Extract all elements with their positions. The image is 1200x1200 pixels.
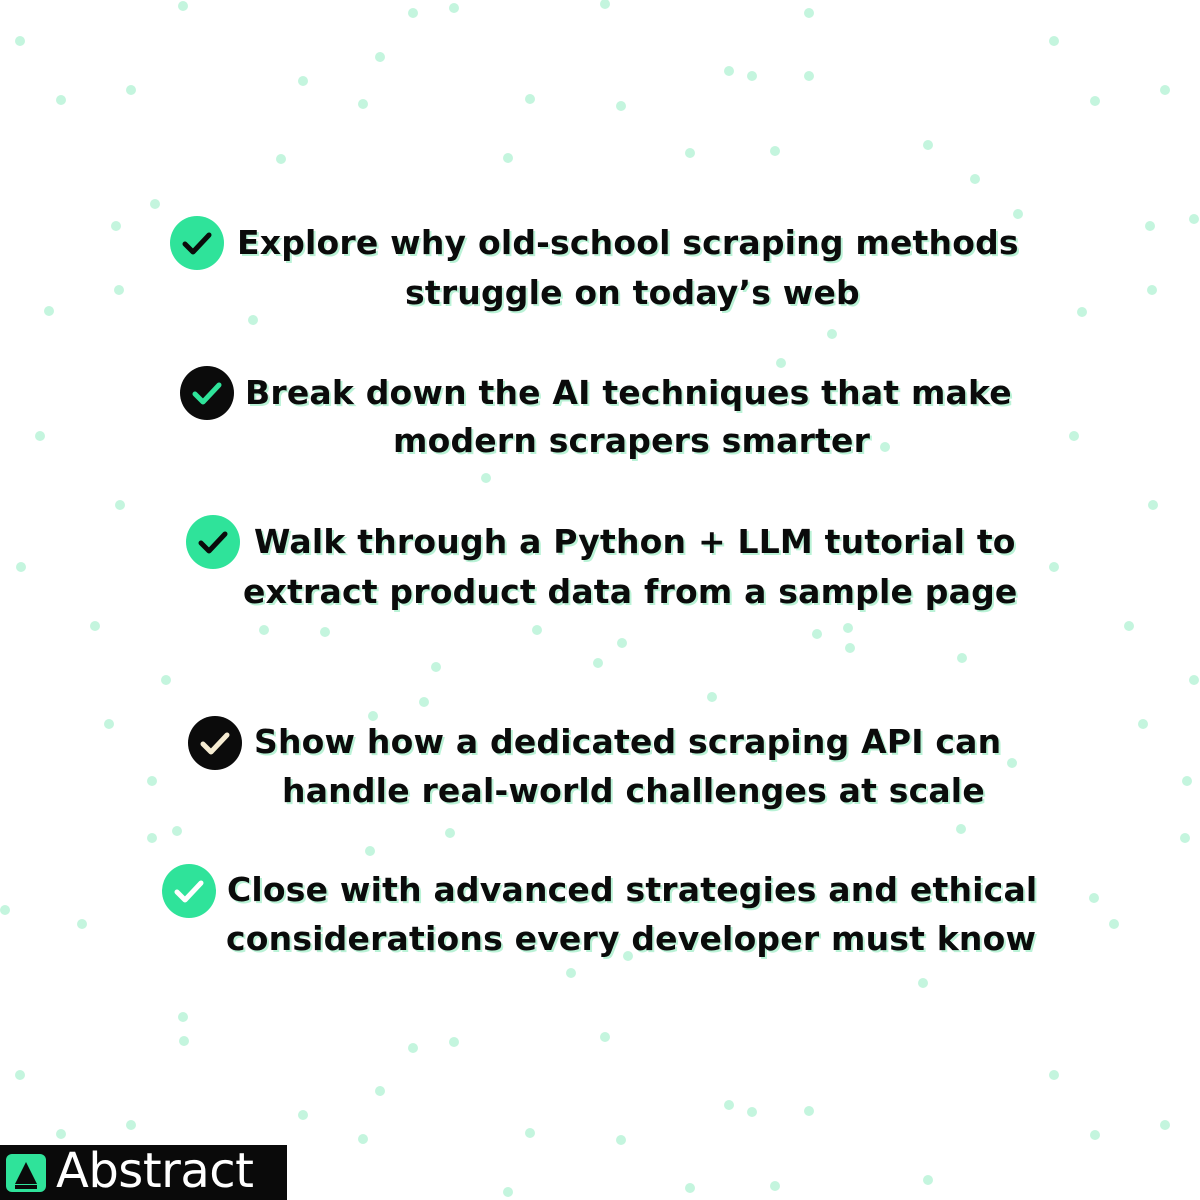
background-dot — [16, 562, 26, 572]
background-dot — [503, 153, 513, 163]
background-dot — [770, 1181, 780, 1191]
background-dot — [804, 71, 814, 81]
background-dot — [259, 625, 269, 635]
background-dot — [1145, 221, 1155, 231]
background-dot — [770, 146, 780, 156]
background-dot — [776, 358, 786, 368]
background-dot — [1148, 500, 1158, 510]
background-dot — [616, 1135, 626, 1145]
background-dot — [56, 1129, 66, 1139]
background-dot — [923, 140, 933, 150]
background-dot — [525, 1128, 535, 1138]
background-dot — [365, 846, 375, 856]
background-dot — [115, 500, 125, 510]
background-dot — [724, 66, 734, 76]
background-dot — [532, 625, 542, 635]
background-dot — [1182, 776, 1192, 786]
background-dot — [126, 85, 136, 95]
background-dot — [445, 828, 455, 838]
background-dot — [747, 71, 757, 81]
background-dot — [1189, 214, 1199, 224]
background-dot — [593, 658, 603, 668]
background-dot — [178, 1, 188, 11]
background-dot — [804, 1106, 814, 1116]
background-dot — [566, 968, 576, 978]
background-dot — [812, 629, 822, 639]
background-dot — [1124, 621, 1134, 631]
background-dot — [248, 315, 258, 325]
background-dot — [147, 833, 157, 843]
brand-name: Abstract — [56, 1143, 254, 1199]
background-dot — [600, 1032, 610, 1042]
check-circle-icon — [170, 216, 224, 270]
background-dot — [880, 442, 890, 452]
background-dot — [827, 329, 837, 339]
background-dot — [298, 1110, 308, 1120]
background-dot — [368, 711, 378, 721]
background-dot — [1049, 562, 1059, 572]
item-text-line: Break down the AI techniques that make — [245, 373, 1012, 412]
background-dot — [1090, 1130, 1100, 1140]
abstract-logo[interactable] — [0, 1145, 287, 1200]
background-dot — [1077, 307, 1087, 317]
background-dot — [747, 1107, 757, 1117]
background-dot — [957, 653, 967, 663]
check-circle-icon — [186, 515, 240, 569]
background-dot — [600, 0, 610, 9]
check-circle-icon — [162, 864, 216, 918]
background-dot — [956, 824, 966, 834]
background-dot — [685, 1183, 695, 1193]
background-dot — [375, 1086, 385, 1096]
background-dot — [56, 95, 66, 105]
item-text-line: Explore why old-school scraping methods — [237, 223, 1019, 262]
background-dot — [161, 675, 171, 685]
background-dot — [843, 623, 853, 633]
background-dot — [15, 36, 25, 46]
background-dot — [114, 285, 124, 295]
background-dot — [178, 1012, 188, 1022]
background-dot — [525, 94, 535, 104]
background-dot — [707, 692, 717, 702]
background-dot — [449, 1037, 459, 1047]
background-dot — [179, 1036, 189, 1046]
background-dot — [35, 431, 45, 441]
background-dot — [449, 3, 459, 13]
background-dot — [1180, 833, 1190, 843]
background-dot — [918, 978, 928, 988]
background-dot — [1160, 1120, 1170, 1130]
item-text-line: extract product data from a sample page — [243, 572, 1018, 611]
background-dot — [104, 719, 114, 729]
background-dot — [1049, 36, 1059, 46]
background-dot — [358, 1134, 368, 1144]
background-dot — [481, 473, 491, 483]
background-dot — [126, 1120, 136, 1130]
background-dot — [147, 776, 157, 786]
item-text-line: handle real-world challenges at scale — [282, 771, 985, 810]
background-dot — [503, 1187, 513, 1197]
background-dot — [1049, 1070, 1059, 1080]
item-text-line: considerations every developer must know — [226, 919, 1037, 958]
background-dot — [616, 101, 626, 111]
background-dot — [923, 1175, 933, 1185]
background-dot — [1013, 209, 1023, 219]
background-dot — [44, 306, 54, 316]
abstract-logo-icon — [6, 1154, 46, 1192]
item-text-line: modern scrapers smarter — [393, 421, 871, 460]
background-dot — [15, 1070, 25, 1080]
background-dot — [1138, 719, 1148, 729]
background-dot — [1147, 285, 1157, 295]
background-dot — [172, 826, 182, 836]
background-dot — [111, 221, 121, 231]
background-dot — [320, 627, 330, 637]
item-text-line: Close with advanced strategies and ethical — [227, 870, 1038, 909]
background-dot — [408, 1043, 418, 1053]
background-dot — [90, 621, 100, 631]
background-dot — [0, 905, 10, 915]
check-circle-icon — [180, 366, 234, 420]
background-dot — [431, 662, 441, 672]
background-dot — [150, 199, 160, 209]
background-dot — [408, 8, 418, 18]
background-dot — [1007, 758, 1017, 768]
item-text-line: struggle on today’s web — [405, 273, 860, 312]
background-dot — [358, 99, 368, 109]
background-dot — [375, 52, 385, 62]
background-dot — [724, 1100, 734, 1110]
background-dot — [1109, 919, 1119, 929]
item-text-line: Show how a dedicated scraping API can — [254, 722, 1002, 761]
background-dot — [1189, 675, 1199, 685]
background-dot — [845, 643, 855, 653]
background-dot — [298, 76, 308, 86]
background-dot — [1160, 85, 1170, 95]
background-dot — [1090, 96, 1100, 106]
background-dot — [276, 154, 286, 164]
item-text-line: Walk through a Python + LLM tutorial to — [254, 522, 1016, 561]
background-dot — [970, 174, 980, 184]
background-dot — [617, 638, 627, 648]
background-dot — [804, 8, 814, 18]
background-dot — [685, 148, 695, 158]
background-dot — [1069, 431, 1079, 441]
background-dot — [77, 919, 87, 929]
background-dot — [419, 697, 429, 707]
background-dot — [1089, 893, 1099, 903]
check-circle-icon — [188, 716, 242, 770]
